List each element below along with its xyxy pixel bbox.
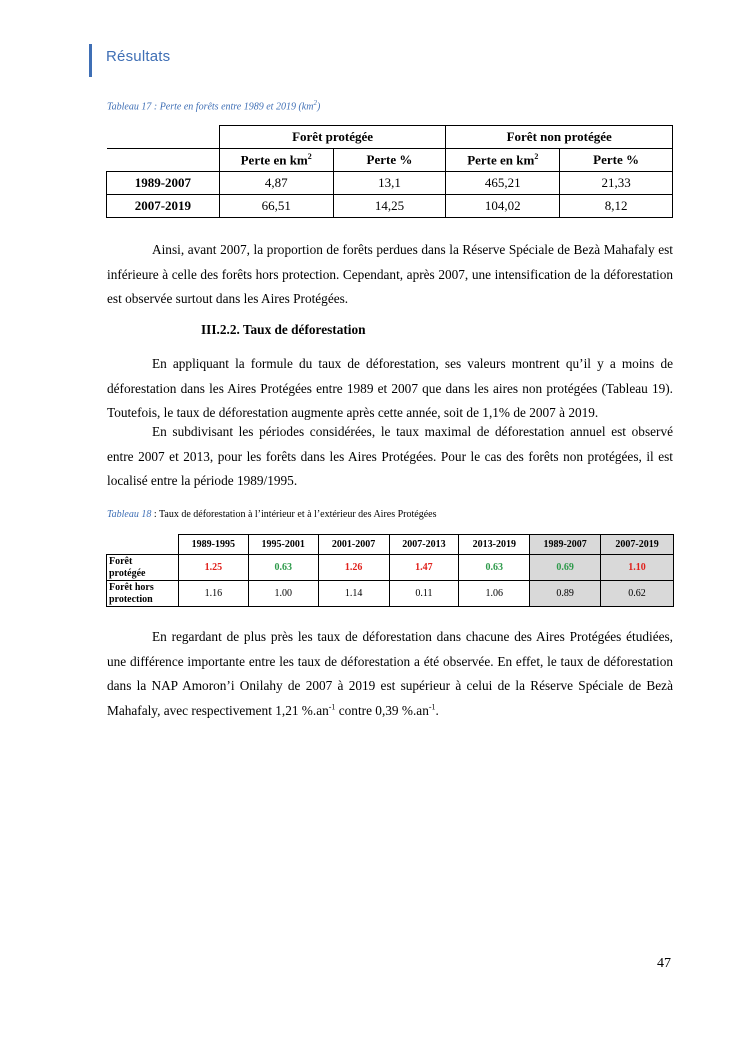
table18-col-header: 1989-1995 [178,535,248,555]
table18-col-header: 2007-2013 [389,535,459,555]
table-cell: 0.63 [248,555,318,581]
table-cell: 4,87 [219,172,333,195]
table-row [107,555,674,581]
table-cell: 0.89 [530,581,601,607]
table17-col-km-unprotected [446,149,560,172]
table17-col-pct-protected: Perte % [333,149,446,172]
table18-col-header: 2007-2019 [601,535,674,555]
table17-forest-loss [106,125,673,218]
table18-caption [107,509,437,520]
subheading-deforestation-rate: III.2.2. Taux de déforestation [201,322,366,337]
table-cell: 1.16 [178,581,248,607]
table18-col-header: 2013-2019 [459,535,530,555]
paragraph-1: Ainsi, avant 2007, la proportion de forêts perdues dans la Réserve Spéciale de Bezà Mahafaly est inférieure à celle des forêts hors protection. Cependant, après 2007, une intensification de la déforestation est observée surtout dans les Aires Protégées. [107,242,673,306]
table-cell: 13,1 [333,172,446,195]
table18-caption-text: : Taux de déforestation à l’intérieur et à l’extérieur des Aires Protégées [151,509,437,520]
table18-deforestation-rates [106,534,674,607]
paragraph-3: En subdivisant les périodes considérées, le taux maximal de déforestation annuel est observé entre 2007 et 2013, pour les forêts dans les Aires Protégées. Pour le cas des forêts non protégées, il est localisé entre la période 1989/1995. [107,424,673,488]
section-title: Résultats [106,48,171,65]
table-cell: 104,02 [446,195,560,218]
table-cell: 1.47 [389,555,459,581]
col-km-label: Perte en km [240,152,308,168]
table18-col-header: 1989-2007 [530,535,601,555]
row-label-line1: Forêt [109,555,133,567]
table17-col-km-protected [219,149,333,172]
header-accent-bar [89,44,92,77]
table18-col-header: 1995-2001 [248,535,318,555]
table-cell: 0.11 [389,581,459,607]
table-row [107,172,673,195]
table-cell: 0.69 [530,555,601,581]
paragraph-4-text-a: En regardant de plus près les taux de déforestation dans chacune des Aires Protégées étudiées, une différence importante entre les taux de déforestation a été observée. En effet, le taux de déforestation dans la NAP Amoron’i Onilahy de 2007 à 2019 est supérieur à celui de la Réserve Spéciale de Bezà Mahafaly, avec respectivement 1,21 %.an [107,629,673,718]
table-cell: 8,12 [560,195,673,218]
paragraph-4-text-c: . [435,702,439,718]
paragraph-4-sup-1: -1 [328,702,336,712]
paragraph-2: En appliquant la formule du taux de déforestation, ses valeurs montrent qu’il y a moins de déforestation dans les Aires Protégées entre 1989 et 2007 que dans les aires non protégées (Tableau 19). Toutefois, le taux de déforestation augmente après cette année, soit de 1,1% de 2007 à 2019. [107,356,673,420]
table18-caption-label: Tableau 18 [107,509,152,520]
table-cell: 465,21 [446,172,560,195]
table17-group-unprotected: Forêt non protégée [446,126,673,149]
table-cell: 1.06 [459,581,530,607]
row-label [107,555,179,581]
table17-caption-end: ) [316,101,321,113]
table17-caption-sup: 2 [313,99,317,107]
table18-corner [107,535,179,555]
table-row [107,195,673,218]
table-cell: 1.26 [318,555,389,581]
paragraph-4-text-b: contre 0,39 %.an [335,702,429,718]
row-period: 1989-2007 [107,172,220,195]
paragraph-4 [107,625,673,723]
table-row [107,581,674,607]
paragraph-4-sup-2: -1 [428,702,436,712]
table-cell: 1.10 [601,555,674,581]
table-cell: 14,25 [333,195,446,218]
table-cell: 21,33 [560,172,673,195]
table-cell: 1.14 [318,581,389,607]
table17-caption [107,99,320,112]
row-label-line2: protégée [109,567,146,579]
col-km-sup: 2 [307,151,312,161]
row-label-line2: protection [109,593,153,605]
table17-group-protected: Forêt protégée [219,126,446,149]
table-cell: 66,51 [219,195,333,218]
table17-col-pct-unprotected: Perte % [560,149,673,172]
table-cell: 0.63 [459,555,530,581]
table-cell: 1.25 [178,555,248,581]
table17-corner [107,126,220,149]
row-label [107,581,179,607]
table-cell: 1.00 [248,581,318,607]
table17-corner-2 [107,149,220,172]
col-km-label: Perte en km [467,152,535,168]
row-label-line1: Forêt hors [109,581,154,593]
table17-caption-text: Tableau 17 : Perte en forêts entre 1989 et 2019 (km [107,101,314,113]
page-number: 47 [657,956,671,971]
row-period: 2007-2019 [107,195,220,218]
table-cell: 0.62 [601,581,674,607]
table18-col-header: 2001-2007 [318,535,389,555]
col-km-sup: 2 [534,151,539,161]
